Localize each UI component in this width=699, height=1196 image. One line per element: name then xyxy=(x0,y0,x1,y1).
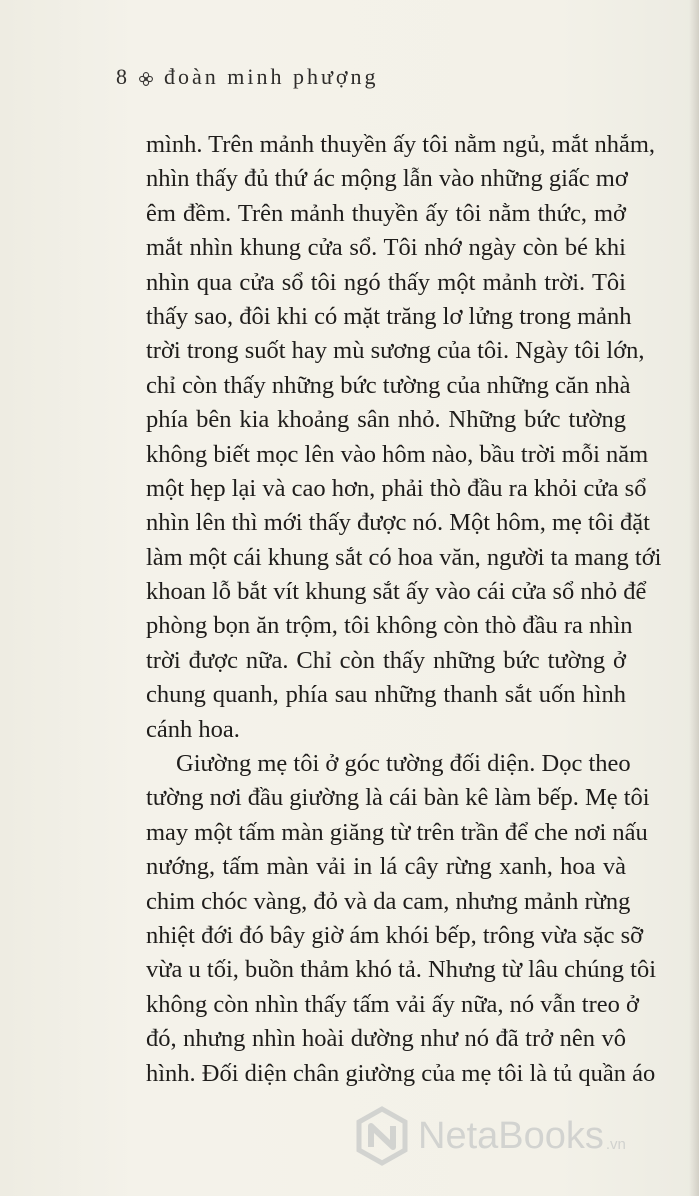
page-number: 8 xyxy=(116,64,130,89)
text-line: làm một cái khung sắt có hoa văn, người ta mang tới xyxy=(146,543,662,571)
text-line: nhiệt đới đó bây giờ ám khói bếp, trông vừa sặc sỡ xyxy=(146,921,644,949)
page-edge-shadow xyxy=(689,0,699,1196)
text-line: không còn nhìn thấy tấm vải ấy nữa, nó vẫn treo ở xyxy=(146,990,639,1018)
watermark-brand: NetaBooks xyxy=(418,1114,604,1157)
text-line: không biết mọc lên vào hôm nào, bầu trời mỗi năm xyxy=(146,440,649,468)
text-line: nhìn qua cửa sổ tôi ngó thấy một mảnh trời. Tôi xyxy=(146,268,626,296)
text-line: tường nơi đầu giường là cái bàn kê làm bếp. Mẹ tôi xyxy=(146,784,650,812)
text-line: mình. Trên mảnh thuyền ấy tôi nằm ngủ, mắt nhắm, xyxy=(146,131,656,158)
text-line: Giường mẹ tôi ở góc tường đối diện. Dọc theo xyxy=(176,750,631,778)
watermark xyxy=(352,1106,626,1166)
text-line: một hẹp lại và cao hơn, phải thò đầu ra khỏi cửa sổ xyxy=(146,474,647,502)
text-line: hình. Đối diện chân giường của mẹ tôi là tủ quần áo xyxy=(146,1059,656,1087)
running-header xyxy=(116,62,379,92)
text-line: nhìn thấy đủ thứ ác mộng lẫn vào những giấc mơ xyxy=(146,165,628,193)
text-line: khoan lỗ bắt vít khung sắt ấy vào cái cửa sổ nhỏ để xyxy=(146,578,647,606)
text-line: phía bên kia khoảng sân nhỏ. Những bức tường xyxy=(146,406,626,434)
text-line: nhìn lên thì mới thấy được nó. Một hôm, mẹ tôi đặt xyxy=(146,509,650,537)
text-line: thấy sao, đôi khi có mặt trăng lơ lửng trong mảnh xyxy=(146,302,632,330)
text-line: chung quanh, phía sau những thanh sắt uốn hình xyxy=(146,681,626,709)
body-text xyxy=(146,128,662,1091)
flower-icon xyxy=(138,67,154,83)
text-line: phòng bọn ăn trộm, tôi không còn thò đầu ra nhìn xyxy=(146,612,633,640)
text-line: êm đềm. Trên mảnh thuyền ấy tôi nằm thức, mở xyxy=(146,199,626,227)
text-line: trời trong suốt hay mù sương của tôi. Ngày tôi lớn, xyxy=(146,337,645,365)
netabooks-logo-icon xyxy=(352,1106,412,1166)
text-line: vừa u tối, buồn thảm khó tả. Nhưng từ lâu chúng tôi xyxy=(146,956,657,984)
text-line: nướng, tấm màn vải in lá cây rừng xanh, hoa và xyxy=(146,853,626,881)
watermark-suffix: .vn xyxy=(605,1135,626,1153)
author-name: đoàn minh phượng xyxy=(164,64,379,89)
text-line: đó, nhưng nhìn hoài dường như nó đã trở nên vô xyxy=(146,1025,626,1053)
text-line: trời được nữa. Chỉ còn thấy những bức tường ở xyxy=(146,646,626,674)
text-line: mắt nhìn khung cửa sổ. Tôi nhớ ngày còn bé khi xyxy=(146,234,626,262)
text-line: chim chóc vàng, đỏ và da cam, nhưng mảnh rừng xyxy=(146,887,631,915)
text-line: may một tấm màn giăng từ trên trần để che nơi nấu xyxy=(146,818,648,846)
text-line: cánh hoa. xyxy=(146,715,240,743)
text-line: chỉ còn thấy những bức tường của những căn nhà xyxy=(146,371,631,399)
